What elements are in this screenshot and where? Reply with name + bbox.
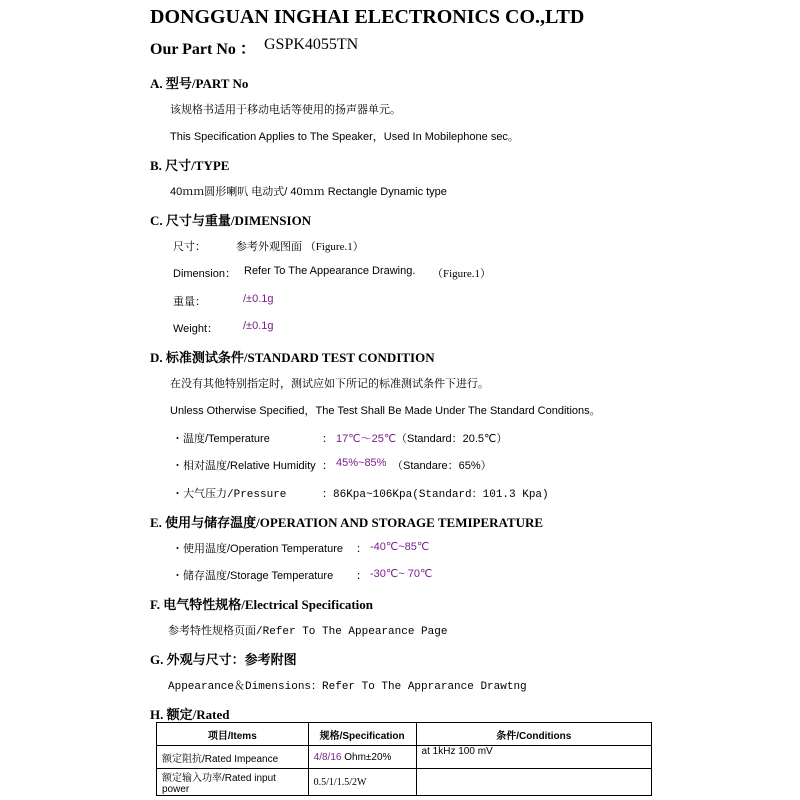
humidity-colon: ： (322, 460, 333, 472)
operation-temp-colon: ： (356, 543, 367, 555)
spec-value: 4/8/16 (313, 751, 342, 763)
table-header-items: 项目/Items (157, 723, 309, 746)
storage-temp-value: -30℃~ 70℃ (370, 568, 433, 580)
table-header-row (157, 723, 652, 746)
temperature-value: 17℃～25℃ (336, 433, 397, 445)
company-name: DONGGUAN INGHAI ELECTRONICS CO.,LTD (150, 6, 585, 28)
table-header-conditions: 条件/Conditions (416, 723, 651, 746)
table-cell-spec (308, 746, 416, 769)
section-f-line: 参考特性规格页面/Refer To The Appearance Page (168, 626, 448, 638)
section-f-heading: F. 电气特性规格/Electrical Specification (150, 597, 374, 612)
section-d-line-en: Unless Otherwise Specified，The Test Shall Be Made Under The Standard Conditions。 (170, 405, 601, 417)
dimension-cn-value: 参考外观图面 （Figure.1） (236, 241, 364, 253)
weight-en-label: Weight： (173, 323, 219, 335)
part-number-label: Our Part No ： (150, 41, 256, 58)
temperature-standard: （Standard：20.5℃） (396, 433, 508, 445)
table-cell-condition: at 1kHz 100 mV (416, 746, 651, 769)
operation-temp-value: -40℃~85℃ (370, 541, 430, 553)
table-row (157, 769, 652, 796)
table-cell-item: 额定阻抗/Rated Impeance (157, 746, 309, 769)
section-a-line-en: This Specification Applies to The Speaker，Used In Mobilephone sec。 (170, 131, 519, 143)
spec-unit: Ohm±20% (341, 751, 392, 763)
dimension-en-label: Dimension： (173, 268, 236, 280)
storage-temp-colon: ： (356, 570, 367, 582)
weight-en-value: /±0.1g (243, 320, 274, 332)
humidity-value: 45%~85% (336, 457, 387, 469)
part-number-value: GSPK4055TN (264, 36, 359, 53)
temperature-label: ・温度/Temperature (172, 433, 270, 445)
section-d-heading: D. 标准测试条件/STANDARD TEST CONDITION (150, 350, 435, 365)
table-cell-item: 额定输入功率/Rated input power (157, 769, 309, 796)
table-cell-condition (416, 769, 651, 796)
section-d-line-cn: 在没有其他特别指定时，测试应如下所记的标准测试条件下进行。 (170, 378, 489, 390)
pressure-value: ：86Kpa~106Kpa(Standard：101.3 Kpa) (322, 489, 549, 501)
section-e-heading: E. 使用与储存温度/OPERATION AND STORAGE TEMIPERATURE (150, 515, 544, 530)
rated-table (156, 722, 652, 796)
dimension-en-figure: （Figure.1） (432, 268, 491, 280)
section-a-line-cn: 该规格书适用于移动电话等使用的扬声器单元。 (170, 104, 401, 116)
section-c-heading: C. 尺寸与重量/DIMENSION (150, 213, 312, 228)
operation-temp-label: ・使用温度/Operation Temperature (172, 543, 343, 555)
humidity-label: ・相对温度/Relative Humidity (172, 460, 316, 472)
humidity-standard: （Standare：65%） (392, 460, 492, 472)
dimension-en-value: Refer To The Appearance Drawing. (244, 265, 416, 277)
weight-cn-label: 重量： (173, 296, 206, 308)
pressure-label: ・大气压力/Pressure (172, 489, 287, 501)
section-g-heading: G. 外观与尺寸：参考附图 (150, 652, 297, 667)
temperature-colon: ： (322, 433, 333, 445)
table-cell-spec: 0.5/1/1.5/2W (308, 769, 416, 796)
table-header-specification: 规格/Specification (308, 723, 416, 746)
section-a-heading: A. 型号/PART No (150, 76, 249, 91)
section-h-heading: H. 额定/Rated (150, 707, 230, 722)
section-b-heading: B. 尺寸/TYPE (150, 158, 230, 173)
weight-cn-value: /±0.1g (243, 293, 274, 305)
storage-temp-label: ・储存温度/Storage Temperature (172, 570, 334, 582)
table-row (157, 746, 652, 769)
section-b-line: 40ｍｍ圆形喇叭 电动式/ 40ｍｍ Rectangle Dynamic type (170, 186, 447, 198)
section-g-line: Appearance＆Dimensions：Refer To The Apprarance Drawtng (168, 681, 527, 693)
dimension-cn-label: 尺寸： (173, 241, 206, 253)
